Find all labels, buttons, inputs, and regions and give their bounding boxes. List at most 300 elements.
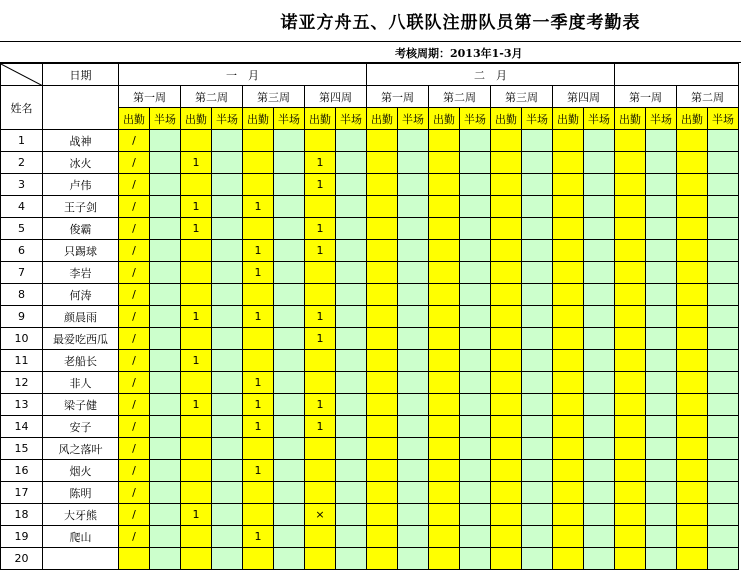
attendance-cell[interactable]: 1 [243, 460, 274, 482]
attendance-cell[interactable]: 1 [305, 394, 336, 416]
attendance-cell[interactable] [305, 460, 336, 482]
attendance-cell[interactable] [522, 174, 553, 196]
attendance-cell[interactable] [491, 174, 522, 196]
attendance-cell[interactable] [460, 438, 491, 460]
attendance-cell[interactable] [460, 504, 491, 526]
attendance-cell[interactable] [398, 284, 429, 306]
attendance-cell[interactable] [553, 328, 584, 350]
attendance-cell[interactable] [708, 328, 739, 350]
attendance-cell[interactable] [398, 174, 429, 196]
attendance-cell[interactable] [553, 438, 584, 460]
attendance-cell[interactable] [367, 174, 398, 196]
attendance-cell[interactable] [274, 416, 305, 438]
attendance-cell[interactable] [491, 350, 522, 372]
attendance-cell[interactable]: / [119, 306, 150, 328]
attendance-cell[interactable] [491, 438, 522, 460]
attendance-cell[interactable] [181, 548, 212, 570]
attendance-cell[interactable] [336, 262, 367, 284]
attendance-cell[interactable] [646, 350, 677, 372]
attendance-cell[interactable] [212, 460, 243, 482]
attendance-cell[interactable] [677, 350, 708, 372]
attendance-cell[interactable] [274, 438, 305, 460]
attendance-cell[interactable]: 1 [181, 350, 212, 372]
attendance-cell[interactable]: / [119, 174, 150, 196]
attendance-cell[interactable] [584, 152, 615, 174]
attendance-cell[interactable] [429, 218, 460, 240]
attendance-cell[interactable] [336, 240, 367, 262]
attendance-cell[interactable] [336, 196, 367, 218]
attendance-cell[interactable] [212, 284, 243, 306]
attendance-cell[interactable] [274, 504, 305, 526]
attendance-cell[interactable] [150, 196, 181, 218]
attendance-cell[interactable] [274, 196, 305, 218]
attendance-cell[interactable] [274, 482, 305, 504]
attendance-cell[interactable] [553, 218, 584, 240]
attendance-cell[interactable] [522, 482, 553, 504]
attendance-cell[interactable] [367, 196, 398, 218]
attendance-cell[interactable] [553, 130, 584, 152]
attendance-cell[interactable] [150, 152, 181, 174]
attendance-cell[interactable] [708, 350, 739, 372]
attendance-cell[interactable] [708, 548, 739, 570]
attendance-cell[interactable] [491, 262, 522, 284]
attendance-cell[interactable] [584, 196, 615, 218]
attendance-cell[interactable] [522, 152, 553, 174]
attendance-cell[interactable] [708, 526, 739, 548]
attendance-cell[interactable] [212, 438, 243, 460]
attendance-cell[interactable]: 1 [305, 328, 336, 350]
attendance-cell[interactable] [491, 152, 522, 174]
attendance-cell[interactable] [553, 460, 584, 482]
attendance-cell[interactable] [522, 196, 553, 218]
attendance-cell[interactable] [336, 306, 367, 328]
attendance-cell[interactable] [460, 526, 491, 548]
attendance-cell[interactable] [460, 284, 491, 306]
attendance-cell[interactable] [212, 152, 243, 174]
attendance-cell[interactable] [615, 284, 646, 306]
attendance-cell[interactable] [460, 460, 491, 482]
attendance-cell[interactable]: 1 [243, 306, 274, 328]
attendance-cell[interactable] [553, 482, 584, 504]
attendance-cell[interactable] [460, 372, 491, 394]
attendance-cell[interactable] [646, 548, 677, 570]
attendance-cell[interactable] [367, 438, 398, 460]
attendance-cell[interactable] [646, 504, 677, 526]
attendance-cell[interactable] [491, 548, 522, 570]
attendance-cell[interactable] [615, 394, 646, 416]
attendance-cell[interactable]: 1 [243, 416, 274, 438]
attendance-cell[interactable] [243, 350, 274, 372]
attendance-cell[interactable] [460, 218, 491, 240]
attendance-cell[interactable] [429, 350, 460, 372]
attendance-cell[interactable] [398, 548, 429, 570]
attendance-cell[interactable] [460, 240, 491, 262]
attendance-cell[interactable]: 1 [305, 152, 336, 174]
attendance-cell[interactable] [584, 350, 615, 372]
attendance-cell[interactable] [615, 438, 646, 460]
attendance-cell[interactable] [615, 350, 646, 372]
attendance-cell[interactable] [429, 504, 460, 526]
attendance-cell[interactable]: / [119, 372, 150, 394]
attendance-cell[interactable] [522, 460, 553, 482]
attendance-cell[interactable] [336, 130, 367, 152]
attendance-cell[interactable] [491, 284, 522, 306]
attendance-cell[interactable]: 1 [243, 394, 274, 416]
attendance-cell[interactable] [336, 218, 367, 240]
attendance-cell[interactable] [243, 482, 274, 504]
attendance-cell[interactable] [398, 394, 429, 416]
attendance-cell[interactable] [398, 262, 429, 284]
attendance-cell[interactable]: / [119, 526, 150, 548]
attendance-cell[interactable] [708, 306, 739, 328]
attendance-cell[interactable]: 1 [305, 240, 336, 262]
attendance-cell[interactable] [522, 262, 553, 284]
attendance-cell[interactable] [708, 218, 739, 240]
attendance-cell[interactable] [553, 284, 584, 306]
attendance-cell[interactable] [367, 372, 398, 394]
attendance-cell[interactable] [305, 482, 336, 504]
attendance-cell[interactable] [181, 372, 212, 394]
attendance-cell[interactable] [615, 306, 646, 328]
attendance-cell[interactable] [491, 460, 522, 482]
attendance-cell[interactable]: 1 [243, 526, 274, 548]
attendance-cell[interactable]: / [119, 130, 150, 152]
attendance-cell[interactable] [584, 548, 615, 570]
attendance-cell[interactable] [615, 504, 646, 526]
attendance-cell[interactable] [522, 328, 553, 350]
attendance-cell[interactable] [708, 284, 739, 306]
attendance-cell[interactable] [708, 152, 739, 174]
attendance-cell[interactable] [336, 394, 367, 416]
attendance-cell[interactable] [677, 240, 708, 262]
attendance-cell[interactable] [553, 174, 584, 196]
attendance-cell[interactable] [181, 284, 212, 306]
attendance-cell[interactable]: 1 [243, 240, 274, 262]
attendance-cell[interactable] [212, 548, 243, 570]
attendance-cell[interactable] [460, 328, 491, 350]
attendance-cell[interactable]: / [119, 416, 150, 438]
attendance-cell[interactable] [150, 504, 181, 526]
attendance-cell[interactable]: 1 [243, 372, 274, 394]
attendance-cell[interactable] [584, 218, 615, 240]
attendance-cell[interactable] [584, 438, 615, 460]
attendance-cell[interactable] [150, 262, 181, 284]
attendance-cell[interactable] [305, 130, 336, 152]
attendance-cell[interactable] [708, 482, 739, 504]
attendance-cell[interactable] [429, 284, 460, 306]
attendance-cell[interactable] [460, 394, 491, 416]
attendance-cell[interactable] [150, 130, 181, 152]
attendance-cell[interactable] [212, 350, 243, 372]
attendance-cell[interactable] [677, 130, 708, 152]
attendance-cell[interactable]: / [119, 438, 150, 460]
attendance-cell[interactable] [398, 196, 429, 218]
attendance-cell[interactable]: 1 [305, 416, 336, 438]
attendance-cell[interactable] [336, 174, 367, 196]
attendance-cell[interactable] [150, 482, 181, 504]
attendance-cell[interactable] [367, 526, 398, 548]
attendance-cell[interactable] [460, 262, 491, 284]
attendance-cell[interactable] [305, 526, 336, 548]
attendance-cell[interactable] [305, 548, 336, 570]
attendance-cell[interactable]: / [119, 328, 150, 350]
attendance-cell[interactable] [646, 196, 677, 218]
attendance-cell[interactable] [212, 416, 243, 438]
attendance-cell[interactable] [615, 196, 646, 218]
attendance-cell[interactable] [212, 306, 243, 328]
attendance-cell[interactable] [212, 394, 243, 416]
attendance-cell[interactable]: × [305, 504, 336, 526]
attendance-cell[interactable] [615, 548, 646, 570]
attendance-cell[interactable] [677, 218, 708, 240]
attendance-cell[interactable] [491, 394, 522, 416]
attendance-cell[interactable]: 1 [305, 174, 336, 196]
attendance-cell[interactable] [243, 174, 274, 196]
attendance-cell[interactable] [646, 328, 677, 350]
attendance-cell[interactable] [336, 350, 367, 372]
attendance-cell[interactable] [212, 218, 243, 240]
attendance-cell[interactable] [243, 130, 274, 152]
attendance-cell[interactable] [491, 240, 522, 262]
attendance-cell[interactable]: 1 [181, 196, 212, 218]
attendance-cell[interactable] [150, 460, 181, 482]
attendance-cell[interactable] [429, 548, 460, 570]
attendance-cell[interactable]: 1 [305, 218, 336, 240]
attendance-cell[interactable] [150, 548, 181, 570]
attendance-cell[interactable] [367, 482, 398, 504]
attendance-cell[interactable] [367, 328, 398, 350]
attendance-cell[interactable] [646, 262, 677, 284]
attendance-cell[interactable] [398, 240, 429, 262]
attendance-cell[interactable] [677, 174, 708, 196]
attendance-cell[interactable] [367, 218, 398, 240]
attendance-cell[interactable] [336, 548, 367, 570]
attendance-cell[interactable] [460, 174, 491, 196]
attendance-cell[interactable] [367, 130, 398, 152]
attendance-cell[interactable] [150, 372, 181, 394]
attendance-cell[interactable] [522, 306, 553, 328]
attendance-cell[interactable] [677, 284, 708, 306]
attendance-cell[interactable] [243, 548, 274, 570]
attendance-cell[interactable] [584, 526, 615, 548]
attendance-cell[interactable]: / [119, 504, 150, 526]
attendance-cell[interactable] [336, 328, 367, 350]
attendance-cell[interactable] [708, 504, 739, 526]
attendance-cell[interactable] [553, 262, 584, 284]
attendance-cell[interactable]: 1 [243, 196, 274, 218]
attendance-cell[interactable]: 1 [305, 306, 336, 328]
attendance-cell[interactable]: / [119, 284, 150, 306]
attendance-cell[interactable] [646, 240, 677, 262]
attendance-cell[interactable] [212, 130, 243, 152]
attendance-cell[interactable] [429, 196, 460, 218]
attendance-cell[interactable] [367, 262, 398, 284]
attendance-cell[interactable] [212, 372, 243, 394]
attendance-cell[interactable] [398, 130, 429, 152]
attendance-cell[interactable] [708, 174, 739, 196]
attendance-cell[interactable] [181, 174, 212, 196]
attendance-cell[interactable] [646, 394, 677, 416]
attendance-cell[interactable] [367, 152, 398, 174]
attendance-cell[interactable] [429, 482, 460, 504]
attendance-cell[interactable] [460, 482, 491, 504]
attendance-cell[interactable] [212, 240, 243, 262]
attendance-cell[interactable] [584, 460, 615, 482]
attendance-cell[interactable] [584, 130, 615, 152]
attendance-cell[interactable] [429, 306, 460, 328]
attendance-cell[interactable] [677, 548, 708, 570]
attendance-cell[interactable] [305, 350, 336, 372]
attendance-cell[interactable] [460, 306, 491, 328]
attendance-cell[interactable] [398, 416, 429, 438]
attendance-cell[interactable] [150, 394, 181, 416]
attendance-cell[interactable] [677, 328, 708, 350]
attendance-cell[interactable] [584, 504, 615, 526]
attendance-cell[interactable] [553, 372, 584, 394]
attendance-cell[interactable] [677, 372, 708, 394]
attendance-cell[interactable] [491, 526, 522, 548]
attendance-cell[interactable] [274, 328, 305, 350]
attendance-cell[interactable] [677, 482, 708, 504]
attendance-cell[interactable] [367, 504, 398, 526]
attendance-cell[interactable] [181, 526, 212, 548]
attendance-cell[interactable] [522, 394, 553, 416]
attendance-cell[interactable] [336, 372, 367, 394]
attendance-cell[interactable] [274, 174, 305, 196]
attendance-cell[interactable] [708, 262, 739, 284]
attendance-cell[interactable] [305, 372, 336, 394]
attendance-cell[interactable] [274, 526, 305, 548]
attendance-cell[interactable] [584, 328, 615, 350]
attendance-cell[interactable] [584, 372, 615, 394]
attendance-cell[interactable] [150, 174, 181, 196]
attendance-cell[interactable] [584, 240, 615, 262]
attendance-cell[interactable] [150, 350, 181, 372]
attendance-cell[interactable] [429, 328, 460, 350]
attendance-cell[interactable] [677, 438, 708, 460]
attendance-cell[interactable]: / [119, 350, 150, 372]
attendance-cell[interactable] [429, 416, 460, 438]
attendance-cell[interactable] [708, 438, 739, 460]
attendance-cell[interactable] [398, 460, 429, 482]
attendance-cell[interactable] [491, 482, 522, 504]
attendance-cell[interactable] [615, 174, 646, 196]
attendance-cell[interactable] [708, 460, 739, 482]
attendance-cell[interactable] [708, 196, 739, 218]
attendance-cell[interactable] [243, 284, 274, 306]
attendance-cell[interactable] [429, 372, 460, 394]
attendance-cell[interactable] [553, 240, 584, 262]
attendance-cell[interactable] [398, 152, 429, 174]
attendance-cell[interactable] [522, 350, 553, 372]
attendance-cell[interactable] [646, 174, 677, 196]
attendance-cell[interactable] [398, 218, 429, 240]
attendance-cell[interactable] [491, 328, 522, 350]
attendance-cell[interactable] [677, 526, 708, 548]
attendance-cell[interactable] [522, 372, 553, 394]
attendance-cell[interactable]: 1 [181, 504, 212, 526]
attendance-cell[interactable] [615, 416, 646, 438]
attendance-cell[interactable] [646, 218, 677, 240]
attendance-cell[interactable] [429, 394, 460, 416]
attendance-cell[interactable] [491, 416, 522, 438]
attendance-cell[interactable] [677, 152, 708, 174]
attendance-cell[interactable] [398, 350, 429, 372]
attendance-cell[interactable] [336, 438, 367, 460]
attendance-cell[interactable] [553, 394, 584, 416]
attendance-cell[interactable] [429, 526, 460, 548]
attendance-cell[interactable] [212, 482, 243, 504]
attendance-cell[interactable] [150, 416, 181, 438]
attendance-cell[interactable] [646, 438, 677, 460]
attendance-cell[interactable] [615, 240, 646, 262]
attendance-cell[interactable] [274, 218, 305, 240]
attendance-cell[interactable] [181, 416, 212, 438]
attendance-cell[interactable] [646, 306, 677, 328]
attendance-cell[interactable] [367, 350, 398, 372]
attendance-cell[interactable] [615, 482, 646, 504]
attendance-cell[interactable] [708, 130, 739, 152]
attendance-cell[interactable] [584, 262, 615, 284]
attendance-cell[interactable]: 1 [181, 306, 212, 328]
attendance-cell[interactable] [212, 526, 243, 548]
attendance-cell[interactable] [708, 372, 739, 394]
attendance-cell[interactable] [615, 152, 646, 174]
attendance-cell[interactable] [677, 394, 708, 416]
attendance-cell[interactable] [305, 284, 336, 306]
attendance-cell[interactable] [429, 174, 460, 196]
attendance-cell[interactable] [336, 416, 367, 438]
attendance-cell[interactable]: 1 [181, 152, 212, 174]
attendance-cell[interactable] [150, 240, 181, 262]
attendance-cell[interactable] [212, 262, 243, 284]
attendance-cell[interactable] [584, 174, 615, 196]
attendance-cell[interactable] [646, 284, 677, 306]
attendance-cell[interactable] [460, 350, 491, 372]
attendance-cell[interactable] [522, 416, 553, 438]
attendance-cell[interactable] [522, 438, 553, 460]
attendance-cell[interactable] [274, 350, 305, 372]
attendance-cell[interactable] [460, 416, 491, 438]
attendance-cell[interactable] [367, 460, 398, 482]
attendance-cell[interactable] [181, 328, 212, 350]
attendance-cell[interactable] [491, 372, 522, 394]
attendance-cell[interactable] [460, 196, 491, 218]
attendance-cell[interactable] [398, 482, 429, 504]
attendance-cell[interactable]: 1 [181, 394, 212, 416]
attendance-cell[interactable] [553, 152, 584, 174]
attendance-cell[interactable] [274, 240, 305, 262]
attendance-cell[interactable] [398, 438, 429, 460]
attendance-cell[interactable] [274, 262, 305, 284]
attendance-cell[interactable] [646, 482, 677, 504]
attendance-cell[interactable]: / [119, 394, 150, 416]
attendance-cell[interactable] [181, 460, 212, 482]
attendance-cell[interactable] [584, 482, 615, 504]
attendance-cell[interactable] [553, 526, 584, 548]
attendance-cell[interactable] [150, 328, 181, 350]
attendance-cell[interactable] [336, 284, 367, 306]
attendance-cell[interactable] [646, 130, 677, 152]
attendance-cell[interactable] [181, 438, 212, 460]
attendance-cell[interactable] [584, 394, 615, 416]
attendance-cell[interactable] [305, 196, 336, 218]
attendance-cell[interactable] [367, 416, 398, 438]
attendance-cell[interactable] [491, 218, 522, 240]
attendance-cell[interactable] [553, 504, 584, 526]
attendance-cell[interactable] [367, 548, 398, 570]
attendance-cell[interactable] [553, 548, 584, 570]
